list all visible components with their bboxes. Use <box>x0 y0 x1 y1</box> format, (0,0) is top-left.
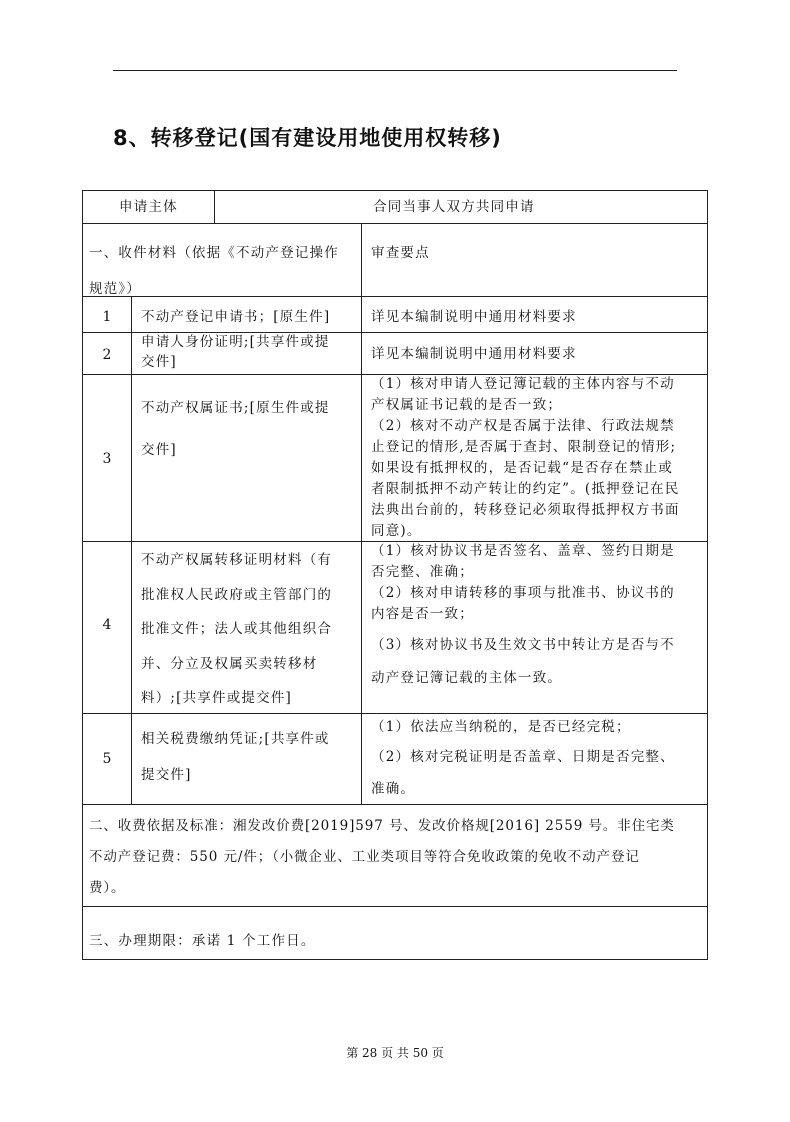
col-divider <box>214 191 215 223</box>
text-line: 同意)。 <box>371 523 422 539</box>
text-line: 止登记的情形,是否属于查封、限制登记的情形; <box>371 439 677 455</box>
text-line: （2）核对申请转移的事项与批准书、协议书的 <box>371 585 675 601</box>
text-line: 详见本编制说明中通用材料要求 <box>371 309 577 325</box>
text-line: 如果设有抵押权的，是否记载“是否存在禁止或 <box>371 460 674 476</box>
text-line: 一、收件材料（依据《不动产登记操作 <box>89 245 339 261</box>
text-line: 不动产登记费：550 元/件；（小微企业、工业类项目等符合免收政策的免收不动产登记 <box>89 849 640 865</box>
text-line: （1）核对申请人登记簿记载的主体内容与不动 <box>371 376 675 392</box>
section-title: 8、转移登记(国有建设用地使用权转移) <box>113 126 502 150</box>
text-line: 产权属证书记载的是否一致； <box>371 397 563 413</box>
page-footer: 第 28 页 共 50 页 <box>346 1046 444 1060</box>
text-line: 规范》） <box>89 281 142 297</box>
review-cell <box>371 344 577 365</box>
text-line: 内容是否一致； <box>371 606 474 622</box>
materials-header <box>89 235 339 307</box>
material-cell <box>141 543 332 716</box>
row-number: 3 <box>102 451 112 467</box>
text-line: （1）核对协议书是否签名、盖章、签约日期是 <box>371 543 675 559</box>
processing-period: 三、办理期限：承诺 1 个工作日。 <box>89 933 316 949</box>
registration-table <box>82 190 708 960</box>
text-line: （1）依法应当纳税的，是否已经完税； <box>371 719 631 735</box>
text-line: 准确。 <box>371 781 416 797</box>
text-line: 批准权人民政府或主管部门的 <box>141 586 333 603</box>
text-line: 详见本编制说明中通用材料要求 <box>371 346 577 362</box>
text-line: （3）核对协议书及生效文书中转让方是否与不 <box>371 637 675 653</box>
applicant-value: 合同当事人双方共同申请 <box>373 199 535 215</box>
header-rule <box>113 70 677 71</box>
text-line: 不动产权属转移证明材料（有 <box>141 552 333 568</box>
text-line: 不动产权属证书;[原生件或提 <box>141 400 330 416</box>
text-line: 并、分立及权属买卖转移材 <box>141 655 318 672</box>
material-cell <box>141 721 330 793</box>
text-line: （2）核对不动产权是否属于法律、行政法规禁 <box>371 418 675 434</box>
row-number: 1 <box>102 309 112 325</box>
text-line: 批准文件；法人或其他组织合 <box>141 621 333 637</box>
text-line: 提交件] <box>141 767 192 783</box>
text-line: 料）;[共享件或提交件] <box>141 690 292 706</box>
fee-standard <box>89 811 675 904</box>
text-line: 否完整、准确； <box>371 564 474 580</box>
text-line: 交件] <box>141 354 177 370</box>
row-number: 5 <box>102 751 112 767</box>
row-number: 2 <box>102 347 112 363</box>
col-divider <box>361 223 362 804</box>
text-line: 者限制抵押不动产转让的约定”。(抵押登记在民 <box>371 481 680 497</box>
row-divider <box>83 906 707 907</box>
text-line: 交件] <box>141 442 177 458</box>
text-line: 动产登记簿记载的主体一致。 <box>371 670 563 686</box>
row-number: 4 <box>102 617 112 633</box>
text-line: 相关税费缴纳凭证;[共享件或 <box>141 731 330 747</box>
material-cell <box>141 387 330 471</box>
col-divider <box>131 296 132 804</box>
review-header: 审查要点 <box>371 245 430 261</box>
text-line: 法典出台前的，转移登记必须取得抵押权方书面 <box>371 502 680 518</box>
row-divider <box>83 223 707 224</box>
review-cell <box>371 307 577 328</box>
text-line: （2）核对完税证明是否盖章、日期是否完整、 <box>371 749 675 765</box>
material-cell <box>141 332 330 372</box>
applicant-label: 申请主体 <box>119 199 178 215</box>
text-line: 费）。 <box>89 880 126 896</box>
text-line: 申请人身份证明;[共享件或提 <box>141 334 330 350</box>
text-line: 不动产登记申请书；[原生件] <box>141 309 331 325</box>
review-cell <box>371 374 680 542</box>
review-cell <box>371 713 675 805</box>
review-cell <box>371 541 675 695</box>
material-cell <box>141 307 330 328</box>
text-line: 二、收费依据及标准：湘发改价费[2019]597 号、发改价格规[2016] 2559 号。非住宅类 <box>89 818 675 834</box>
